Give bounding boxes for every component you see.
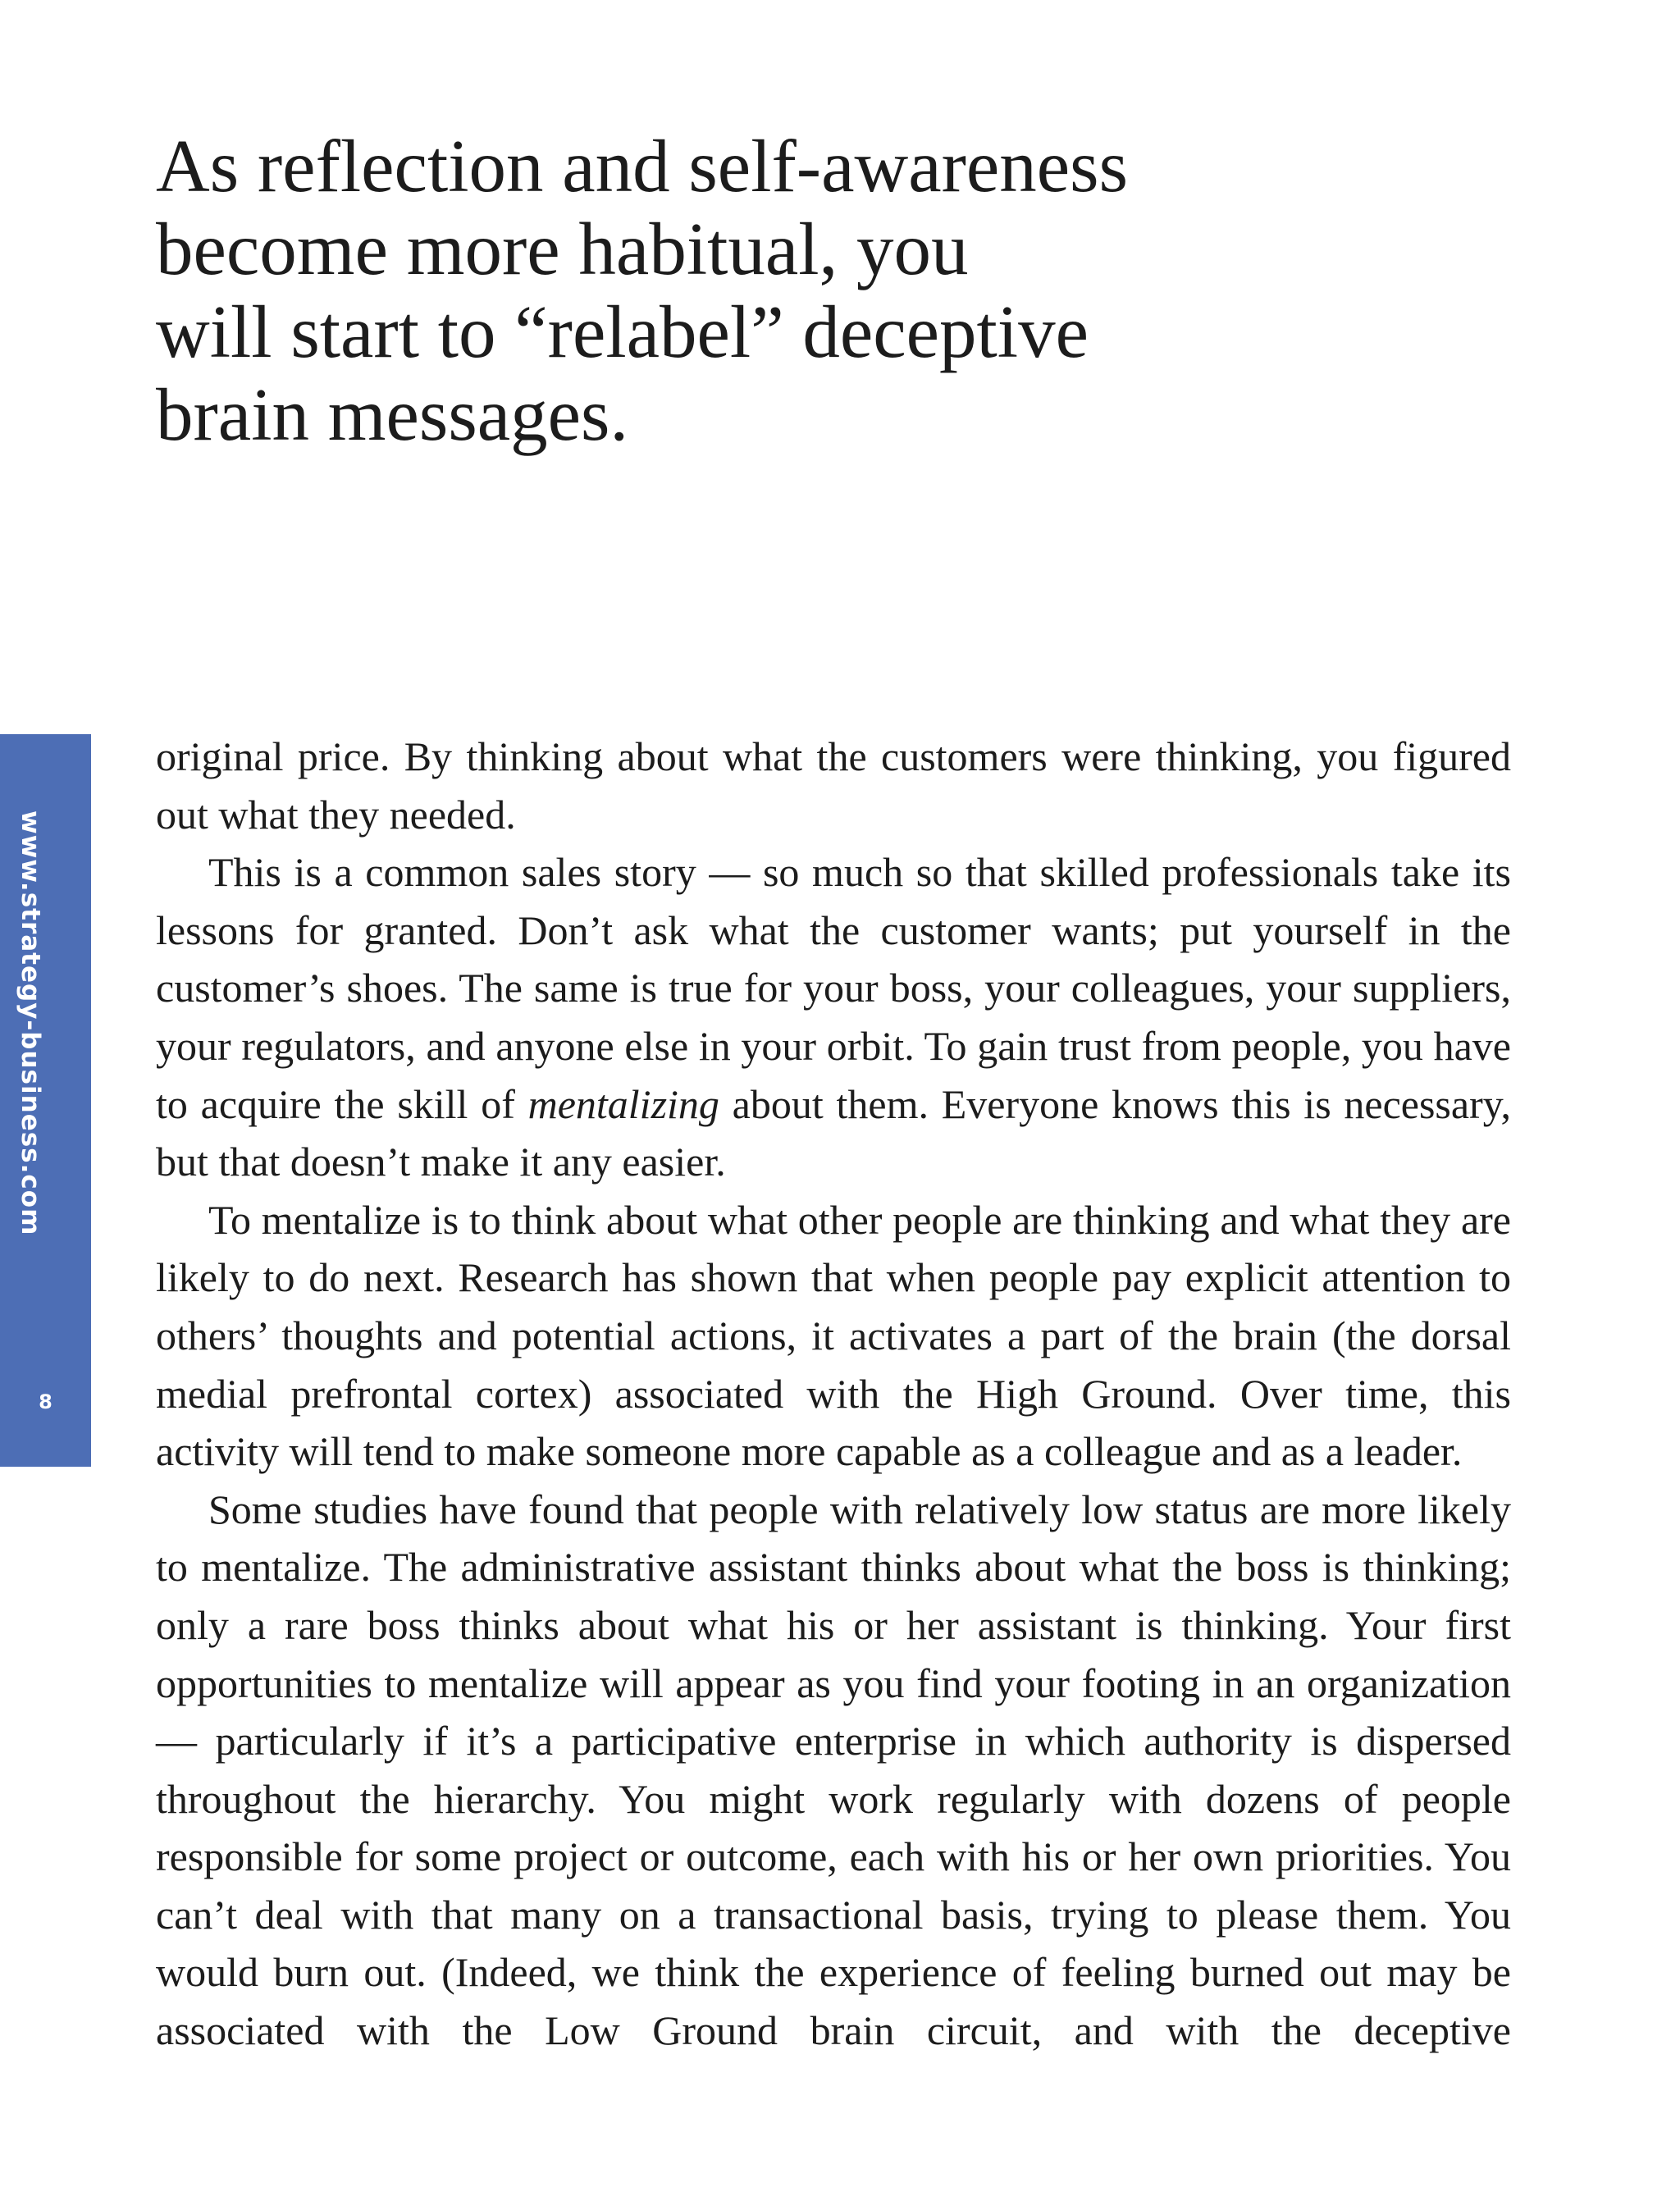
article-body — [156, 728, 1511, 2060]
emphasis-text: mentalizing — [527, 1080, 719, 1127]
pull-quote-line: As reflection and self-awareness — [156, 125, 1128, 208]
pull-quote — [156, 125, 1140, 456]
website-url[interactable]: www.strategy-business.com — [16, 810, 45, 1236]
paragraph-text: about them. Everyone knows this is necessary, but that doesn’t make it any easier. — [156, 1080, 1511, 1185]
side-tab — [0, 734, 91, 1467]
paragraph — [156, 843, 1511, 1191]
paragraph: original price. By thinking about what the customers were thinking, you figured out what they needed. — [156, 733, 1511, 838]
page-number: 8 — [39, 1390, 52, 1413]
pull-quote-line: become more habitual, you — [156, 208, 969, 290]
paragraph-text: This is a common sales story — so much so that skilled professionals take its lessons for granted. Don’t ask what the customer wants; put yourself in the customer’s shoes. The same is true for your boss, your colleagues, your suppliers, your regulators, and anyone else in your orbit. To gain trust from people, you have to acquire the skill of — [156, 849, 1511, 1127]
side-url-container — [0, 734, 91, 1236]
paragraph: Some studies have found that people with relatively low status are more likely to mentalize. The administrative assistant thinks about what the boss is thinking; only a rare boss thinks about what his or her assistant is thinking. Your first opportunities to mentalize will appear as you find your footing in an organization — particularly if it’s a participative enterprise in which authority is dispersed throughout the hierarchy. You might work regularly with dozens of people responsible for some project or outcome, each with his or her own priorities. You can’t deal with that many on a transactional basis, trying to please them. You would burn out. (Indeed, we think the experience of feeling burned out may be associated with the Low Ground brain circuit, and with the deceptive — [156, 1486, 1511, 2054]
pull-quote-line: will start to “relabel” deceptive — [156, 290, 1089, 373]
paragraph: To mentalize is to think about what other people are thinking and what they are likely to do next. Research has shown that when people pay explicit attention to others’ thoughts and potential actions, it activates a part of the brain (the dorsal medial prefrontal cortex) associated with the High Ground. Over time, this activity will tend to make someone more capable as a colleague and as a leader. — [156, 1196, 1511, 1475]
pull-quote-line: brain messages. — [156, 373, 629, 456]
